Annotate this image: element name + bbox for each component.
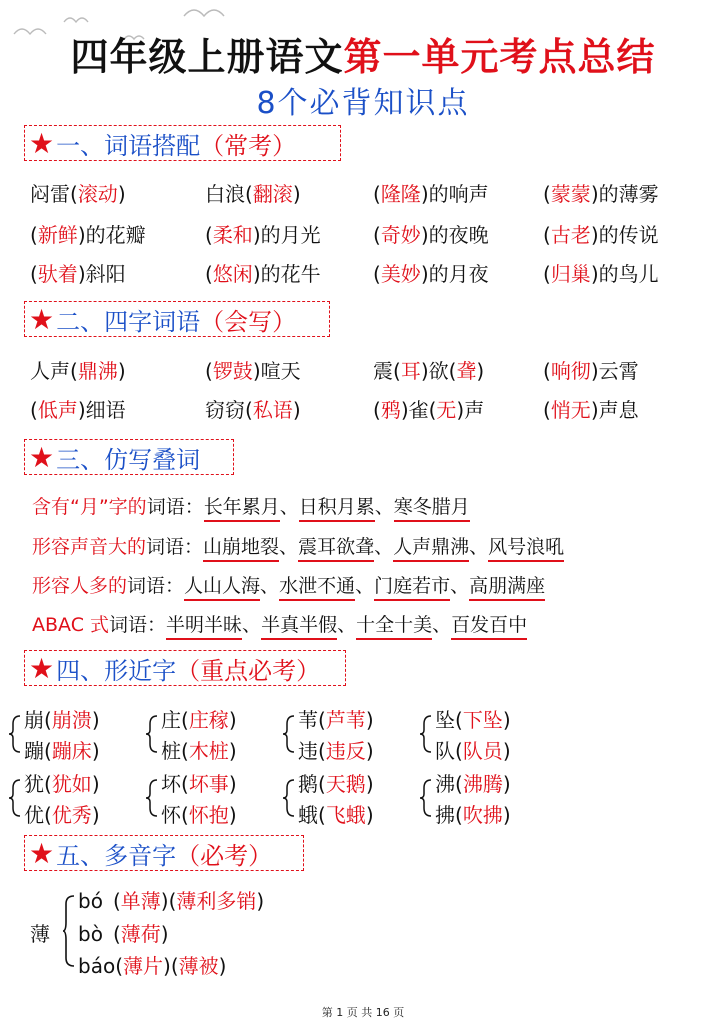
similar-char-group bbox=[145, 702, 285, 766]
word-example: 风号浪吼 bbox=[488, 536, 564, 562]
word-example: 百发百中 bbox=[451, 614, 527, 640]
similar-char-word: 芦苇 bbox=[325, 708, 366, 732]
similar-char-word: 下坠 bbox=[462, 708, 503, 732]
similar-char-group bbox=[282, 766, 422, 830]
idiom-item bbox=[373, 394, 484, 423]
idiom-text: ) bbox=[117, 359, 126, 383]
idiom-text: )喧天 bbox=[252, 359, 301, 383]
section-4-header bbox=[24, 650, 346, 686]
similar-char-row: 蹦(蹦床) bbox=[24, 739, 100, 763]
similar-char-row: 犹(犹如) bbox=[24, 772, 100, 796]
idiom-answer: 聋 bbox=[456, 359, 477, 383]
star-icon: ★ bbox=[29, 126, 55, 160]
star-icon: ★ bbox=[29, 836, 55, 870]
similar-char: 蛾 bbox=[298, 803, 318, 827]
similar-char: 苇 bbox=[298, 708, 318, 732]
similar-char: 沸 bbox=[435, 772, 455, 796]
similar-char-row: 庄(庄稼) bbox=[161, 708, 237, 732]
word-example: 门庭若市 bbox=[374, 575, 450, 601]
section-1-title: 一、词语搭配 bbox=[56, 131, 201, 160]
reading-word: 薄片 bbox=[123, 954, 163, 978]
collocation-answer: 柔和 bbox=[212, 223, 253, 247]
brace-icon bbox=[145, 766, 159, 830]
idiom-item bbox=[543, 355, 639, 384]
collocation-suffix: )的花瓣 bbox=[77, 223, 146, 247]
reading-line: báo(薄片)(薄被) bbox=[78, 954, 227, 978]
separator: 、 bbox=[432, 614, 452, 636]
collocation-item bbox=[30, 219, 146, 248]
collocation-answer: 奇妙 bbox=[380, 223, 421, 247]
word-example: 日积月累 bbox=[299, 496, 375, 522]
brace-icon bbox=[62, 888, 76, 974]
separator: 、 bbox=[337, 614, 357, 636]
similar-char-group bbox=[419, 702, 559, 766]
word-example: 半明半昧 bbox=[166, 614, 242, 640]
word-category-suffix: 词语： bbox=[109, 614, 167, 636]
page-title bbox=[0, 26, 726, 81]
idiom-text: 窃窃( bbox=[205, 398, 253, 422]
collocation-answer: 蒙蒙 bbox=[550, 182, 591, 206]
brace-icon bbox=[145, 702, 159, 766]
similar-char-row: 鹅(天鹅) bbox=[298, 772, 374, 796]
word-example: 震耳欲聋 bbox=[298, 536, 374, 562]
brace-icon bbox=[8, 702, 22, 766]
idiom-text: 人声( bbox=[30, 359, 78, 383]
similar-char-group bbox=[8, 766, 148, 830]
page-footer: 第 1 页 共 16 页 bbox=[321, 1006, 405, 1019]
section-4-note: （重点必考） bbox=[176, 656, 321, 685]
collocation-suffix: )的薄雾 bbox=[590, 182, 659, 206]
similar-char: 鹅 bbox=[298, 772, 318, 796]
collocation-suffix: )的月夜 bbox=[420, 262, 489, 286]
similar-char: 违 bbox=[298, 739, 318, 763]
word-category: 含有“月”字的 bbox=[32, 496, 147, 518]
idiom-item bbox=[30, 394, 126, 423]
similar-char: 怀 bbox=[161, 803, 181, 827]
collocation-item bbox=[30, 258, 126, 287]
idiom-text: ( bbox=[543, 398, 551, 422]
collocation-answer: 滚动 bbox=[77, 182, 118, 206]
section-2-header bbox=[24, 301, 330, 337]
section-5-header bbox=[24, 835, 304, 871]
similar-char-word: 蹦床 bbox=[51, 739, 92, 763]
section-5-note: （必考） bbox=[176, 841, 273, 870]
reading-word: 薄被 bbox=[178, 954, 219, 978]
similar-char-word: 庄稼 bbox=[188, 708, 229, 732]
title-part-1: 四年级上册语文 bbox=[70, 35, 344, 79]
section-4-title: 四、形近字 bbox=[56, 656, 177, 685]
collocation-answer: 驮着 bbox=[37, 262, 78, 286]
idiom-text: )云霄 bbox=[590, 359, 639, 383]
collocation-prefix: ( bbox=[30, 223, 38, 247]
pinyin: bó bbox=[78, 889, 103, 913]
similar-char-row: 苇(芦苇) bbox=[298, 708, 374, 732]
idiom-answer: 低声 bbox=[37, 398, 78, 422]
collocation-item bbox=[543, 258, 659, 287]
section-5-title: 五、多音字 bbox=[56, 841, 177, 870]
section-2-note: （会写） bbox=[200, 307, 297, 336]
collocation-suffix: )的鸟儿 bbox=[590, 262, 659, 286]
similar-char-word: 崩溃 bbox=[51, 708, 92, 732]
collocation-suffix: )斜阳 bbox=[77, 262, 126, 286]
similar-char: 庄 bbox=[161, 708, 181, 732]
idiom-text: )声息 bbox=[590, 398, 639, 422]
similar-char-row: 怀(怀抱) bbox=[161, 803, 237, 827]
collocation-answer: 美妙 bbox=[380, 262, 421, 286]
idiom-text: )欲( bbox=[420, 359, 457, 383]
collocation-prefix: ( bbox=[205, 262, 213, 286]
brace-icon bbox=[419, 766, 433, 830]
idiom-answer: 鸦 bbox=[380, 398, 401, 422]
idiom-item bbox=[205, 355, 301, 384]
idiom-text: ( bbox=[205, 359, 213, 383]
collocation-prefix: ( bbox=[30, 262, 38, 286]
idiom-answer: 响彻 bbox=[550, 359, 591, 383]
collocation-prefix: 白浪( bbox=[205, 182, 253, 206]
word-line bbox=[32, 532, 564, 559]
collocation-suffix: )的传说 bbox=[590, 223, 659, 247]
similar-char-group bbox=[419, 766, 559, 830]
star-icon: ★ bbox=[29, 651, 55, 685]
collocation-item bbox=[205, 178, 301, 207]
word-category: 形容人多的 bbox=[32, 575, 128, 597]
pinyin: báo bbox=[78, 954, 116, 978]
similar-char-group bbox=[145, 766, 285, 830]
section-1-note: （常考） bbox=[200, 131, 297, 160]
similar-char-row: 优(优秀) bbox=[24, 803, 100, 827]
reading-word: 单薄 bbox=[120, 889, 161, 913]
collocation-answer: 悠闲 bbox=[212, 262, 253, 286]
similar-char-word: 沸腾 bbox=[462, 772, 503, 796]
collocation-answer: 隆隆 bbox=[380, 182, 421, 206]
collocation-suffix: ) bbox=[292, 182, 301, 206]
word-line bbox=[32, 492, 470, 519]
similar-char-row: 坠(下坠) bbox=[435, 708, 511, 732]
similar-char-row: 桩(木桩) bbox=[161, 739, 237, 763]
word-category: 形容声音大的 bbox=[32, 536, 147, 558]
word-example: 山崩地裂 bbox=[203, 536, 279, 562]
collocation-item bbox=[205, 219, 321, 248]
brace-icon bbox=[282, 766, 296, 830]
collocation-item bbox=[543, 178, 659, 207]
collocation-item bbox=[205, 258, 321, 287]
collocation-suffix: ) bbox=[117, 182, 126, 206]
similar-char-row: 坏(坏事) bbox=[161, 772, 237, 796]
word-example: 十全十美 bbox=[356, 614, 432, 640]
idiom-item bbox=[205, 394, 301, 423]
collocation-item bbox=[30, 178, 126, 207]
similar-char-row: 崩(崩溃) bbox=[24, 708, 100, 732]
collocation-prefix: 闷雷( bbox=[30, 182, 78, 206]
reading-word: 薄荷 bbox=[120, 922, 161, 946]
separator: 、 bbox=[374, 496, 394, 518]
separator: 、 bbox=[260, 575, 280, 597]
reading-word: 薄利多销 bbox=[176, 889, 257, 913]
collocation-suffix: )的月光 bbox=[252, 223, 321, 247]
collocation-item bbox=[373, 178, 489, 207]
idiom-answer: 鼎沸 bbox=[77, 359, 118, 383]
idiom-text: )声 bbox=[456, 398, 485, 422]
similar-char-row: 队(队员) bbox=[435, 739, 511, 763]
word-example: 水泄不通 bbox=[279, 575, 355, 601]
collocation-suffix: )的花牛 bbox=[252, 262, 321, 286]
collocation-prefix: ( bbox=[373, 182, 381, 206]
similar-char-word: 违反 bbox=[325, 739, 366, 763]
word-example: 长年累月 bbox=[204, 496, 280, 522]
title-part-2: 第一单元考点总结 bbox=[343, 35, 656, 79]
idiom-answer: 无 bbox=[436, 398, 457, 422]
similar-char-word: 飞蛾 bbox=[325, 803, 366, 827]
collocation-item bbox=[543, 219, 659, 248]
brace-icon bbox=[419, 702, 433, 766]
similar-char-word: 优秀 bbox=[51, 803, 92, 827]
similar-char: 队 bbox=[435, 739, 455, 763]
word-line bbox=[32, 610, 527, 637]
section-3-title: 三、仿写叠词 bbox=[56, 445, 201, 474]
similar-char-row: 蛾(飞蛾) bbox=[298, 803, 374, 827]
collocation-item bbox=[373, 219, 489, 248]
similar-char-word: 犹如 bbox=[51, 772, 92, 796]
word-category-suffix: 词语： bbox=[127, 575, 185, 597]
collocation-prefix: ( bbox=[205, 223, 213, 247]
similar-char: 优 bbox=[24, 803, 44, 827]
similar-char-word: 队员 bbox=[462, 739, 503, 763]
similar-char: 拂 bbox=[435, 803, 455, 827]
collocation-suffix: )的夜晚 bbox=[420, 223, 489, 247]
word-example: 高朋满座 bbox=[469, 575, 545, 601]
section-1-header bbox=[24, 125, 341, 161]
collocation-item bbox=[373, 258, 489, 287]
collocation-answer: 古老 bbox=[550, 223, 591, 247]
word-category-suffix: 词语： bbox=[146, 536, 204, 558]
collocation-prefix: ( bbox=[543, 182, 551, 206]
similar-char-word: 木桩 bbox=[188, 739, 229, 763]
star-icon: ★ bbox=[29, 302, 55, 336]
word-category: ABAC 式 bbox=[32, 614, 110, 636]
idiom-answer: 悄无 bbox=[550, 398, 591, 422]
word-category-suffix: 词语： bbox=[146, 496, 204, 518]
reading-line: bó (单薄)(薄利多销) bbox=[78, 889, 265, 913]
similar-char-row: 沸(沸腾) bbox=[435, 772, 511, 796]
word-line bbox=[32, 571, 545, 598]
similar-char-word: 吹拂 bbox=[462, 803, 503, 827]
similar-char: 崩 bbox=[24, 708, 44, 732]
idiom-answer: 私语 bbox=[252, 398, 293, 422]
star-icon: ★ bbox=[29, 440, 55, 474]
similar-char-word: 坏事 bbox=[188, 772, 229, 796]
idiom-answer: 锣鼓 bbox=[212, 359, 253, 383]
pinyin: bò bbox=[78, 922, 103, 946]
similar-char-word: 天鹅 bbox=[325, 772, 366, 796]
idiom-item bbox=[30, 355, 126, 384]
similar-char-row: 违(违反) bbox=[298, 739, 374, 763]
word-example: 人声鼎沸 bbox=[393, 536, 469, 562]
section-2-title: 二、四字词语 bbox=[56, 307, 201, 336]
idiom-text: ) bbox=[476, 359, 485, 383]
idiom-item bbox=[373, 355, 484, 384]
similar-char: 坠 bbox=[435, 708, 455, 732]
collocation-answer: 新鲜 bbox=[37, 223, 78, 247]
similar-char-row: 拂(吹拂) bbox=[435, 803, 511, 827]
idiom-text: )雀( bbox=[400, 398, 437, 422]
word-example: 寒冬腊月 bbox=[394, 496, 470, 522]
idiom-text: )细语 bbox=[77, 398, 126, 422]
collocation-prefix: ( bbox=[373, 223, 381, 247]
word-example: 半真半假 bbox=[261, 614, 337, 640]
collocation-prefix: ( bbox=[543, 223, 551, 247]
separator: 、 bbox=[469, 536, 489, 558]
reading-line: bò (薄荷) bbox=[78, 922, 169, 946]
idiom-answer: 耳 bbox=[400, 359, 421, 383]
collocation-answer: 归巢 bbox=[550, 262, 591, 286]
separator: 、 bbox=[374, 536, 394, 558]
separator: 、 bbox=[242, 614, 262, 636]
separator: 、 bbox=[279, 536, 299, 558]
idiom-text: ( bbox=[30, 398, 38, 422]
collocation-prefix: ( bbox=[543, 262, 551, 286]
idiom-text: ( bbox=[373, 398, 381, 422]
separator: 、 bbox=[279, 496, 299, 518]
similar-char-group bbox=[282, 702, 422, 766]
idiom-item bbox=[543, 394, 639, 423]
similar-char-word: 怀抱 bbox=[188, 803, 229, 827]
brace-icon bbox=[282, 702, 296, 766]
section-3-header bbox=[24, 439, 234, 475]
brace-icon bbox=[8, 766, 22, 830]
polyphonic-char: 薄 bbox=[30, 922, 50, 946]
similar-char: 坏 bbox=[161, 772, 181, 796]
collocation-prefix: ( bbox=[373, 262, 381, 286]
idiom-text: ) bbox=[292, 398, 301, 422]
page-subtitle: 8个必背知识点 bbox=[256, 86, 470, 121]
collocation-answer: 翻滚 bbox=[252, 182, 293, 206]
separator: 、 bbox=[450, 575, 470, 597]
collocation-suffix: )的响声 bbox=[420, 182, 489, 206]
separator: 、 bbox=[355, 575, 375, 597]
similar-char: 桩 bbox=[161, 739, 181, 763]
similar-char-group bbox=[8, 702, 148, 766]
word-example: 人山人海 bbox=[184, 575, 260, 601]
similar-char: 蹦 bbox=[24, 739, 44, 763]
idiom-text: 震( bbox=[373, 359, 401, 383]
idiom-text: ( bbox=[543, 359, 551, 383]
similar-char: 犹 bbox=[24, 772, 44, 796]
